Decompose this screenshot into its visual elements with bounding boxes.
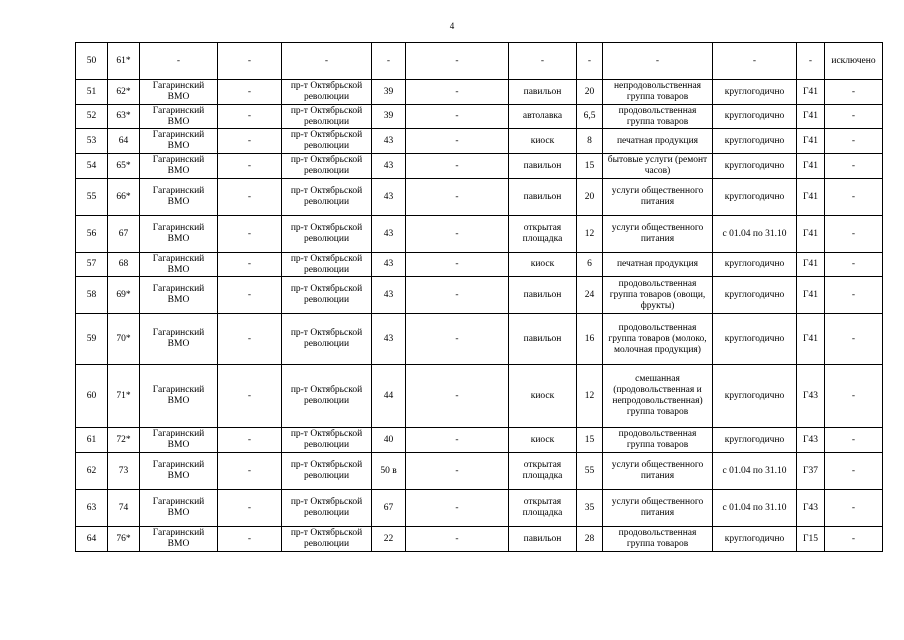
cell-settlement: -	[218, 490, 282, 527]
cell-district: Гагаринский ВМО	[140, 80, 218, 105]
cell-house-number: 40	[372, 428, 406, 453]
cell-object-type: павильон	[509, 179, 577, 216]
table-row	[76, 43, 883, 80]
cell-district: Гагаринский ВМО	[140, 490, 218, 527]
cell-specialization: услуги общественного питания	[603, 216, 713, 253]
cell-area: 12	[577, 216, 603, 253]
cell-settlement: -	[218, 179, 282, 216]
cell-landmark: -	[406, 453, 509, 490]
cell-object-type: открытая площадка	[509, 453, 577, 490]
cell-object-type: открытая площадка	[509, 490, 577, 527]
cell-row-number: 55	[76, 179, 108, 216]
cell-settlement: -	[218, 129, 282, 154]
table-row	[76, 129, 883, 154]
cell-object-type: киоск	[509, 428, 577, 453]
cell-object-id: 74	[108, 490, 140, 527]
cell-landmark: -	[406, 216, 509, 253]
cell-landmark: -	[406, 105, 509, 129]
cell-zone: -	[797, 43, 825, 80]
cell-object-type: павильон	[509, 154, 577, 179]
cell-settlement: -	[218, 216, 282, 253]
cell-specialization: продовольственная группа товаров (молоко, молочная продукция)	[603, 314, 713, 365]
cell-object-id: 69*	[108, 277, 140, 314]
placement-table	[75, 42, 883, 552]
cell-area: 15	[577, 428, 603, 453]
cell-area: -	[577, 43, 603, 80]
cell-landmark: -	[406, 314, 509, 365]
cell-district: Гагаринский ВМО	[140, 129, 218, 154]
cell-note: -	[825, 80, 883, 105]
cell-district: Гагаринский ВМО	[140, 527, 218, 552]
cell-note: -	[825, 314, 883, 365]
cell-district: Гагаринский ВМО	[140, 216, 218, 253]
cell-street: пр-т Октябрьской революции	[282, 527, 372, 552]
cell-area: 35	[577, 490, 603, 527]
cell-house-number: 50 в	[372, 453, 406, 490]
cell-district: Гагаринский ВМО	[140, 428, 218, 453]
cell-operating-period: круглогодично	[713, 527, 797, 552]
cell-street: пр-т Октябрьской революции	[282, 154, 372, 179]
cell-settlement: -	[218, 154, 282, 179]
cell-zone: Г41	[797, 216, 825, 253]
cell-street: пр-т Октябрьской революции	[282, 80, 372, 105]
cell-object-id: 64	[108, 129, 140, 154]
cell-row-number: 53	[76, 129, 108, 154]
cell-zone: Г37	[797, 453, 825, 490]
cell-zone: Г43	[797, 428, 825, 453]
cell-area: 55	[577, 453, 603, 490]
cell-operating-period: -	[713, 43, 797, 80]
cell-house-number: 43	[372, 253, 406, 277]
cell-row-number: 50	[76, 43, 108, 80]
cell-settlement: -	[218, 365, 282, 428]
cell-note: -	[825, 179, 883, 216]
cell-note: -	[825, 428, 883, 453]
cell-object-id: 72*	[108, 428, 140, 453]
cell-row-number: 59	[76, 314, 108, 365]
cell-object-id: 70*	[108, 314, 140, 365]
cell-district: Гагаринский ВМО	[140, 179, 218, 216]
cell-street: пр-т Октябрьской революции	[282, 216, 372, 253]
cell-row-number: 58	[76, 277, 108, 314]
cell-street: пр-т Октябрьской революции	[282, 314, 372, 365]
table-row	[76, 277, 883, 314]
cell-row-number: 54	[76, 154, 108, 179]
cell-zone: Г43	[797, 365, 825, 428]
cell-note: -	[825, 365, 883, 428]
cell-area: 20	[577, 80, 603, 105]
cell-settlement: -	[218, 453, 282, 490]
cell-note: -	[825, 453, 883, 490]
cell-district: Гагаринский ВМО	[140, 453, 218, 490]
cell-house-number: 67	[372, 490, 406, 527]
cell-landmark: -	[406, 277, 509, 314]
cell-zone: Г41	[797, 253, 825, 277]
cell-district: Гагаринский ВМО	[140, 277, 218, 314]
cell-zone: Г41	[797, 105, 825, 129]
cell-object-type: -	[509, 43, 577, 80]
cell-street: пр-т Октябрьской революции	[282, 490, 372, 527]
cell-settlement: -	[218, 314, 282, 365]
cell-settlement: -	[218, 105, 282, 129]
table-row	[76, 80, 883, 105]
cell-street: пр-т Октябрьской революции	[282, 129, 372, 154]
cell-note: -	[825, 154, 883, 179]
cell-zone: Г41	[797, 179, 825, 216]
cell-specialization: -	[603, 43, 713, 80]
cell-operating-period: круглогодично	[713, 105, 797, 129]
cell-operating-period: с 01.04 по 31.10	[713, 490, 797, 527]
cell-object-type: павильон	[509, 314, 577, 365]
cell-settlement: -	[218, 253, 282, 277]
cell-area: 28	[577, 527, 603, 552]
cell-zone: Г15	[797, 527, 825, 552]
cell-specialization: услуги общественного питания	[603, 179, 713, 216]
cell-row-number: 64	[76, 527, 108, 552]
cell-area: 24	[577, 277, 603, 314]
cell-area: 6	[577, 253, 603, 277]
cell-operating-period: круглогодично	[713, 277, 797, 314]
cell-house-number: 39	[372, 80, 406, 105]
cell-note: исключено	[825, 43, 883, 80]
page-number: 4	[449, 21, 455, 31]
cell-house-number: 39	[372, 105, 406, 129]
table-row	[76, 179, 883, 216]
cell-object-type: киоск	[509, 253, 577, 277]
cell-street: пр-т Октябрьской революции	[282, 105, 372, 129]
cell-object-id: 62*	[108, 80, 140, 105]
table-row	[76, 428, 883, 453]
cell-object-type: автолавка	[509, 105, 577, 129]
cell-house-number: 43	[372, 154, 406, 179]
table-row	[76, 253, 883, 277]
cell-specialization: продовольственная группа товаров	[603, 105, 713, 129]
cell-specialization: печатная продукция	[603, 253, 713, 277]
table-row	[76, 314, 883, 365]
cell-landmark: -	[406, 490, 509, 527]
cell-specialization: бытовые услуги (ремонт часов)	[603, 154, 713, 179]
cell-landmark: -	[406, 129, 509, 154]
cell-district: -	[140, 43, 218, 80]
cell-specialization: печатная продукция	[603, 129, 713, 154]
cell-object-id: 65*	[108, 154, 140, 179]
cell-landmark: -	[406, 43, 509, 80]
cell-operating-period: круглогодично	[713, 314, 797, 365]
cell-settlement: -	[218, 277, 282, 314]
cell-zone: Г41	[797, 129, 825, 154]
cell-object-id: 73	[108, 453, 140, 490]
cell-row-number: 61	[76, 428, 108, 453]
cell-street: пр-т Октябрьской революции	[282, 253, 372, 277]
cell-operating-period: круглогодично	[713, 129, 797, 154]
cell-district: Гагаринский ВМО	[140, 253, 218, 277]
cell-street: пр-т Октябрьской революции	[282, 277, 372, 314]
cell-specialization: продовольственная группа товаров	[603, 428, 713, 453]
cell-specialization: смешанная (продовольственная и непродовольственная) группа товаров	[603, 365, 713, 428]
cell-district: Гагаринский ВМО	[140, 154, 218, 179]
cell-settlement: -	[218, 80, 282, 105]
cell-zone: Г41	[797, 80, 825, 105]
cell-house-number: 43	[372, 314, 406, 365]
cell-object-id: 68	[108, 253, 140, 277]
cell-district: Гагаринский ВМО	[140, 105, 218, 129]
cell-operating-period: круглогодично	[713, 365, 797, 428]
cell-object-type: киоск	[509, 129, 577, 154]
cell-specialization: непродовольственная группа товаров	[603, 80, 713, 105]
cell-street: пр-т Октябрьской революции	[282, 428, 372, 453]
cell-landmark: -	[406, 365, 509, 428]
cell-note: -	[825, 105, 883, 129]
cell-zone: Г41	[797, 154, 825, 179]
cell-operating-period: круглогодично	[713, 80, 797, 105]
cell-district: Гагаринский ВМО	[140, 314, 218, 365]
cell-house-number: 43	[372, 179, 406, 216]
cell-zone: Г41	[797, 277, 825, 314]
cell-settlement: -	[218, 527, 282, 552]
cell-landmark: -	[406, 154, 509, 179]
cell-row-number: 52	[76, 105, 108, 129]
cell-operating-period: с 01.04 по 31.10	[713, 216, 797, 253]
cell-landmark: -	[406, 428, 509, 453]
cell-house-number: 43	[372, 216, 406, 253]
cell-landmark: -	[406, 527, 509, 552]
cell-object-id: 63*	[108, 105, 140, 129]
cell-area: 15	[577, 154, 603, 179]
cell-specialization: продовольственная группа товаров (овощи, фрукты)	[603, 277, 713, 314]
cell-operating-period: круглогодично	[713, 428, 797, 453]
cell-house-number: -	[372, 43, 406, 80]
cell-note: -	[825, 253, 883, 277]
table-body	[76, 43, 883, 552]
cell-street: пр-т Октябрьской революции	[282, 365, 372, 428]
cell-house-number: 22	[372, 527, 406, 552]
cell-zone: Г43	[797, 490, 825, 527]
cell-landmark: -	[406, 179, 509, 216]
cell-area: 6,5	[577, 105, 603, 129]
table-row	[76, 453, 883, 490]
cell-object-type: открытая площадка	[509, 216, 577, 253]
table-row	[76, 490, 883, 527]
cell-object-id: 76*	[108, 527, 140, 552]
cell-note: -	[825, 129, 883, 154]
cell-district: Гагаринский ВМО	[140, 365, 218, 428]
cell-note: -	[825, 277, 883, 314]
cell-note: -	[825, 216, 883, 253]
cell-object-id: 61*	[108, 43, 140, 80]
cell-object-type: киоск	[509, 365, 577, 428]
table-row	[76, 216, 883, 253]
cell-row-number: 60	[76, 365, 108, 428]
cell-landmark: -	[406, 80, 509, 105]
table-row	[76, 365, 883, 428]
cell-object-type: павильон	[509, 277, 577, 314]
cell-row-number: 56	[76, 216, 108, 253]
cell-object-id: 66*	[108, 179, 140, 216]
cell-landmark: -	[406, 253, 509, 277]
cell-row-number: 62	[76, 453, 108, 490]
cell-specialization: продовольственная группа товаров	[603, 527, 713, 552]
cell-object-type: павильон	[509, 80, 577, 105]
cell-object-id: 67	[108, 216, 140, 253]
cell-settlement: -	[218, 43, 282, 80]
cell-object-id: 71*	[108, 365, 140, 428]
cell-street: -	[282, 43, 372, 80]
cell-row-number: 63	[76, 490, 108, 527]
cell-zone: Г41	[797, 314, 825, 365]
cell-object-type: павильон	[509, 527, 577, 552]
cell-specialization: услуги общественного питания	[603, 490, 713, 527]
cell-street: пр-т Октябрьской революции	[282, 453, 372, 490]
cell-house-number: 44	[372, 365, 406, 428]
cell-specialization: услуги общественного питания	[603, 453, 713, 490]
cell-street: пр-т Октябрьской революции	[282, 179, 372, 216]
cell-operating-period: круглогодично	[713, 154, 797, 179]
cell-house-number: 43	[372, 129, 406, 154]
cell-operating-period: с 01.04 по 31.10	[713, 453, 797, 490]
table-row	[76, 105, 883, 129]
cell-note: -	[825, 527, 883, 552]
cell-area: 16	[577, 314, 603, 365]
cell-row-number: 51	[76, 80, 108, 105]
cell-area: 8	[577, 129, 603, 154]
cell-row-number: 57	[76, 253, 108, 277]
cell-house-number: 43	[372, 277, 406, 314]
table-row	[76, 527, 883, 552]
table-row	[76, 154, 883, 179]
cell-area: 20	[577, 179, 603, 216]
cell-settlement: -	[218, 428, 282, 453]
cell-operating-period: круглогодично	[713, 179, 797, 216]
cell-area: 12	[577, 365, 603, 428]
cell-note: -	[825, 490, 883, 527]
cell-operating-period: круглогодично	[713, 253, 797, 277]
